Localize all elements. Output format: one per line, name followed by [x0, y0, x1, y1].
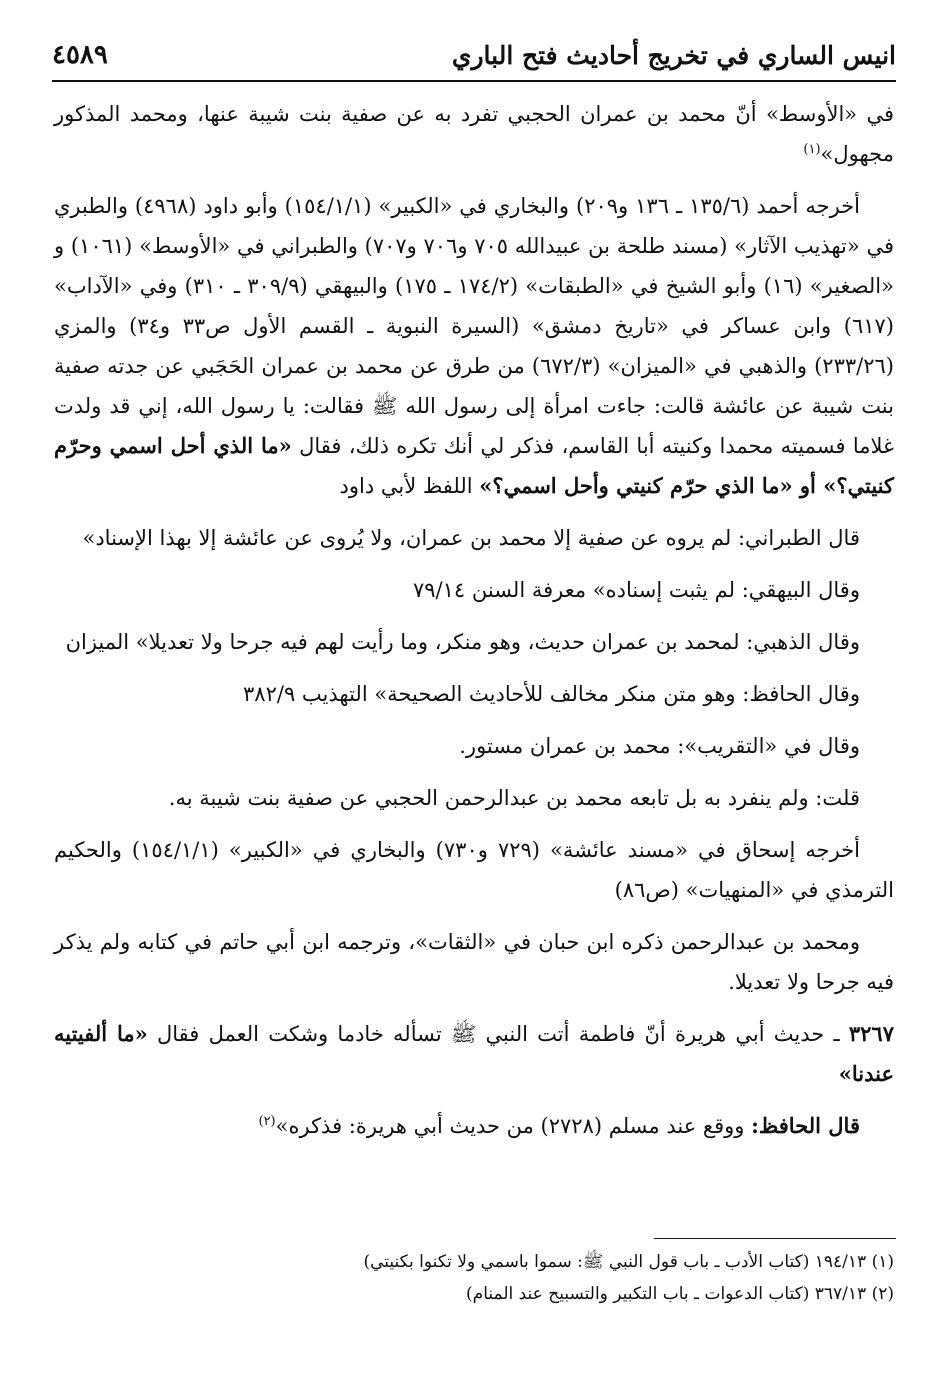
- paragraph-11-text: ـ حديث أبي هريرة أنّ فاطمة أتت النبي ﷺ تسأله خادما وشكت العمل فقال: [147, 1022, 849, 1046]
- paragraph-2-bold-quote: «ما الذي أحل اسمي وحرّم كنيتي؟» أو «ما الذي حرّم كنيتي وأحل اسمي؟»: [54, 433, 894, 498]
- footnote-ref-2: (٢): [258, 1114, 276, 1129]
- paragraph-5: وقال الذهبي: لمحمد بن عمران حديث، وهو منكر، وما رأيت لهم فيه جرحا ولا تعديلا» الميزان: [65, 630, 860, 654]
- paragraph-1: [54, 94, 894, 174]
- paragraph-1-text: في «الأوسط» أنّ محمد بن عمران الحجبي تفرد به عن صفية بنت شيبة عنها، ومحمد المذكور مجهول»: [54, 102, 894, 166]
- footnote-2: (٢) ٣٦٧/١٣ (كتاب الدعوات ـ باب التكبير والتسبيح عند المنام): [466, 1284, 894, 1304]
- paragraph-11: [54, 1014, 894, 1094]
- footnotes: [54, 1246, 894, 1310]
- paragraph-4: وقال البيهقي: لم يثبت إسناده» معرفة السنن ٧٩/١٤: [413, 578, 860, 602]
- paragraph-3: قال الطبراني: لم يروه عن صفية إلا محمد بن عمران، ولا يُروى عن عائشة إلا بهذا الإسناد»: [82, 526, 860, 550]
- header-rule: [52, 80, 896, 82]
- paragraph-12: [54, 1106, 894, 1146]
- paragraph-2-tail: اللفظ لأبي داود: [339, 474, 480, 498]
- main-text: [54, 94, 894, 1158]
- paragraph-8: قلت: ولم ينفرد به بل تابعه محمد بن عبدالرحمن الحجبي عن صفية بنت شيبة به.: [168, 786, 860, 810]
- paragraph-12-lead: قال الحافظ:: [751, 1113, 860, 1138]
- footnote-ref-1: (١): [803, 142, 821, 157]
- book-title: انيس الساري في تخريج أحاديث فتح الباري: [451, 40, 896, 70]
- footnote-1: (١) ١٩٤/١٣ (كتاب الأدب ـ باب قول النبي ﷺ: سموا باسمي ولا تكنوا بكنيتي): [363, 1252, 894, 1272]
- paragraph-9: أخرجه إسحاق في «مسند عائشة» (٧٢٩ و٧٣٠) والبخاري في «الكبير» (١٥٤/١/١) والحكيم الترمذي في «المنهيات» (ص٨٦): [54, 838, 894, 902]
- paragraph-6: وقال الحافظ: وهو متن منكر مخالف للأحاديث الصحيحة» التهذيب ٣٨٢/٩: [243, 682, 860, 706]
- page-number: ٤٥٨٩: [52, 40, 108, 70]
- running-header: [52, 34, 896, 76]
- hadith-number: ٣٢٦٧: [848, 1021, 894, 1046]
- paragraph-12-text: ووقع عند مسلم (٢٧٢٨) من حديث أبي هريرة: فذكره»: [275, 1114, 752, 1138]
- paragraph-7: وقال في «التقريب»: محمد بن عمران مستور.: [459, 734, 860, 758]
- paragraph-11-bold-quote: «ما ألفيتيه عندنا»: [54, 1021, 894, 1086]
- footnote-rule: [654, 1238, 896, 1239]
- paragraph-2: [54, 186, 894, 506]
- paragraph-2-text: أخرجه أحمد (١٣٥/٦ ـ ١٣٦ و٢٠٩) والبخاري في «الكبير» (١٥٤/١/١) وأبو داود (٤٩٦٨) والطبري في «تهذيب الآثار» (مسند طلحة بن عبيدالله ٧٠٥ و٧٠٦ و٧٠٧) والطبراني في «الأوسط» (١٠٦١) و «الصغير» (١٦) وأبو الشيخ في «الطبقات» (١٧٤/٢ ـ ١٧٥) والبيهقي (٣٠٩/٩ ـ ٣١٠) وفي «الآداب» (٦١٧) وابن عساكر في «تاريخ دمشق» (السيرة النبوية ـ القسم الأول ص٣٣ و٣٤) والمزي (٢٣٣/٢٦) والذهبي في «الميزان» (٦٧٢/٣) من طرق عن محمد بن عمران الحَجَبي عن جدته صفية بنت شيبة عن عائشة قالت: جاءت امرأة إلى رسول الله ﷺ فقالت: يا رسول الله، إني قد ولدت غلاما فسميته محمدا وكنيته أبا القاسم، فذكر لي أنك تكره ذلك، فقال: [54, 194, 894, 458]
- paragraph-10: ومحمد بن عبدالرحمن ذكره ابن حبان في «الثقات»، وترجمه ابن أبي حاتم في كتابه ولم يذكر فيه جرحا ولا تعديلا.: [54, 930, 894, 994]
